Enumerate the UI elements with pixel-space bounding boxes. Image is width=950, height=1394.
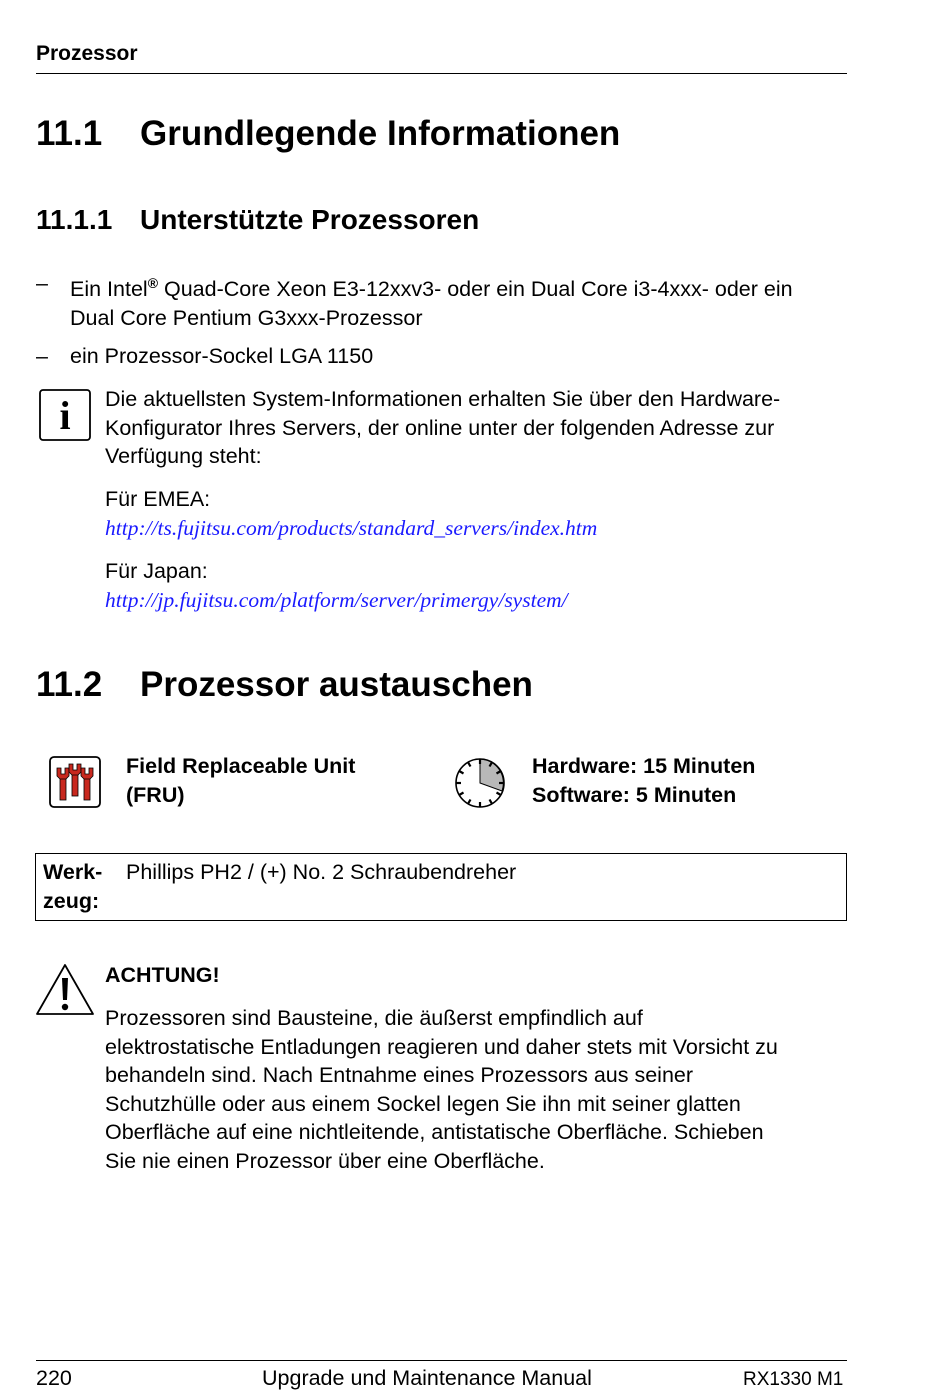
caution-line: elektrostatische Entladungen reagieren und daher stets mit Vorsicht zu <box>105 1034 778 1059</box>
clock-icon <box>452 755 508 811</box>
bullet-text <box>70 269 860 332</box>
emea-label: Für EMEA: <box>105 487 211 511</box>
emea-link[interactable]: http://ts.fujitsu.com/products/standard_servers/index.htm <box>105 515 598 540</box>
caution-line: Sie nie einen Prozessor über eine Oberfläche. <box>105 1148 545 1173</box>
japan-label: Für Japan: <box>105 559 208 583</box>
section-title: Unterstützte Prozessoren <box>140 204 480 235</box>
page-number: 220 <box>36 1366 72 1390</box>
manual-title: Upgrade und Maintenance Manual <box>262 1366 592 1390</box>
bullet-marker: – <box>36 271 48 295</box>
fru-label-line: (FRU) <box>126 782 185 807</box>
section-number: 11.1 <box>36 114 103 153</box>
timing-label <box>532 752 852 809</box>
info-note-text <box>105 385 850 471</box>
wrench-icon <box>49 756 101 808</box>
info-note-line: Konfigurator Ihres Servers, der online unter der folgenden Adresse zur <box>105 415 775 440</box>
registered-mark: ® <box>147 275 159 291</box>
section-number: 11.2 <box>36 665 103 704</box>
header-rule <box>36 73 847 74</box>
bullet-text: ein Prozessor-Sockel LGA 1150 <box>70 344 374 368</box>
caution-line: behandeln sind. Nach Entnahme eines Prozessors aus seiner <box>105 1063 694 1087</box>
tool-label-line: zeug: <box>43 888 100 913</box>
fru-label <box>126 752 426 809</box>
info-note-line: Verfügung steht: <box>105 444 262 468</box>
bullet-text-prefix: Ein Intel <box>70 277 148 302</box>
emea-block <box>105 485 850 542</box>
caution-title: ACHTUNG! <box>105 963 220 987</box>
section-title: Grundlegende Informationen <box>140 114 621 153</box>
section-heading-11-1 <box>36 114 836 156</box>
warning-icon <box>34 962 96 1018</box>
info-note-line: Die aktuellsten System-Informationen erhalten Sie über den Hardware- <box>105 387 781 411</box>
fru-label-line: Field Replaceable Unit <box>126 754 356 778</box>
japan-link[interactable]: http://jp.fujitsu.com/platform/server/primergy/system/ <box>105 587 568 612</box>
section-heading-11-2 <box>36 665 836 707</box>
caution-text <box>105 1004 850 1175</box>
info-icon <box>39 389 91 441</box>
section-title: Prozessor austauschen <box>140 665 533 704</box>
japan-block <box>105 557 850 614</box>
svg-text:i: i <box>59 393 71 438</box>
software-time: Software: 5 Minuten <box>532 782 737 807</box>
section-number: 11.1.1 <box>36 204 113 235</box>
model-name: RX1330 M1 <box>743 1369 844 1390</box>
caution-line: Schutzhülle oder aus einem Sockel legen Sie ihn mit seiner glatten <box>105 1091 741 1116</box>
tool-label <box>43 858 123 915</box>
list-item <box>0 269 950 329</box>
hardware-time: Hardware: 15 Minuten <box>532 754 756 778</box>
tool-value: Phillips PH2 / (+) No. 2 Schraubendreher <box>126 860 517 884</box>
bullet-marker: – <box>36 344 48 368</box>
bullet-text-line2: Dual Core Pentium G3xxx-Prozessor <box>70 305 423 330</box>
bullet-text-suffix: Quad-Core Xeon E3-12xxv3- oder ein Dual Core i3-4xxx- oder ein <box>158 277 793 302</box>
caution-line: Oberfläche auf eine nichtleitende, antistatische Oberfläche. Schieben <box>105 1120 764 1144</box>
footer-rule <box>36 1360 847 1361</box>
caution-line: Prozessoren sind Bausteine, die äußerst empfindlich auf <box>105 1006 643 1030</box>
list-item <box>0 342 950 372</box>
tool-label-line: Werk- <box>43 860 103 884</box>
section-heading-11-1-1 <box>36 204 836 238</box>
running-head: Prozessor <box>36 42 138 65</box>
